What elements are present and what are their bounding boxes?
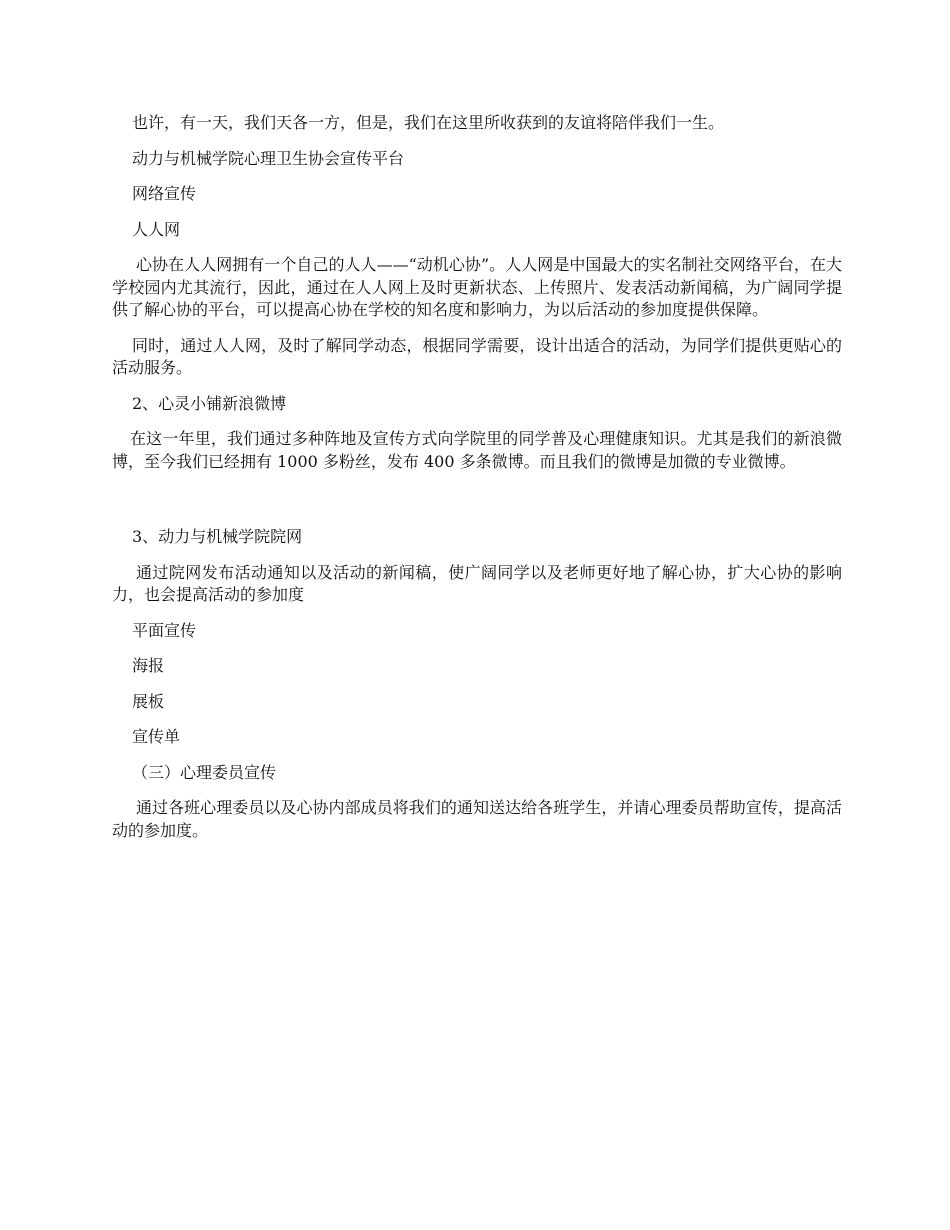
heading-weibo: 2、心灵小铺新浪微博 [132, 393, 287, 413]
item-leaflet: 宣传单 [132, 727, 181, 746]
heading-college-website: 3、动力与机械学院院网 [132, 527, 303, 546]
heading-online-publicity: 网络宣传 [132, 184, 197, 203]
heading-publicity-platform: 动力与机械学院心理卫生协会宣传平台 [132, 148, 405, 168]
paragraph-college-website: 通过院网发布活动通知以及活动的新闻稿，使广阔同学以及老师更好地了解心协，扩大心协的影响力，也会提高活动的参加度 [112, 562, 842, 604]
heading-print-publicity: 平面宣传 [132, 620, 197, 640]
paragraph-renren-intro: 心协在人人网拥有一个自己的人人——“动机心协”。人人网是中国最大的实名制社交网络平台，在大学校园内尤其流行，因此，通过在人人网上及时更新状态、上传照片、发表活动新闻稿，为广阔同学提供了解心协的平台，可以提高心协在学校的知名度和影响力，为以后活动的参加度提供保障。 [112, 255, 842, 319]
paragraph-friendship: 也许，有一天，我们天各一方，但是，我们在这里所收获到的友谊将陪伴我们一生。 [132, 113, 725, 132]
paragraph-renren-feedback: 同时，通过人人网，及时了解同学动态，根据同学需要，设计出适合的活动，为同学们提供更贴心的活动服务。 [112, 335, 842, 377]
heading-psych-committee: （三）心理委员宣传 [132, 762, 277, 782]
document-page [112, 112, 842, 855]
paragraph-psych-committee: 通过各班心理委员以及心协内部成员将我们的通知送达给各班学生，并请心理委员帮助宣传，提高活动的参加度。 [112, 798, 842, 840]
blank-line [112, 486, 842, 526]
item-display-board: 展板 [132, 691, 165, 711]
item-poster: 海报 [132, 656, 165, 675]
paragraph-weibo: 在这一年里，我们通过多种阵地及宣传方式向学院里的同学普及心理健康知识。尤其是我们的新浪微博，至今我们已经拥有 1000 多粉丝，发布 400 多条微博。而且我们的微博是加微的专业微博。 [112, 429, 842, 471]
heading-renren: 人人网 [132, 219, 181, 239]
